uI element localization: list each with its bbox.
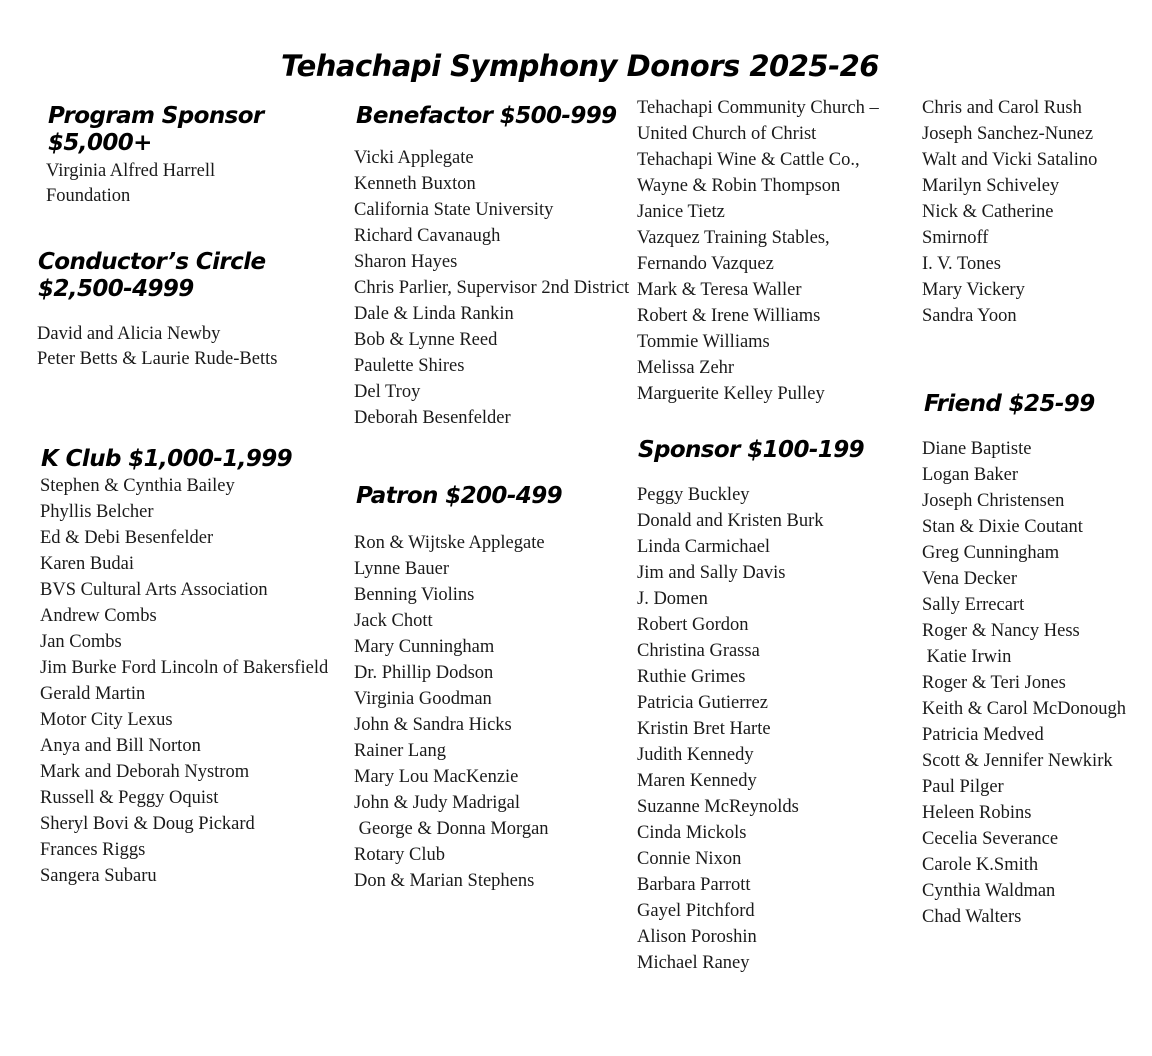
donor-name: Cinda Mickols xyxy=(637,823,747,843)
donor-name: Donald and Kristen Burk xyxy=(637,511,824,531)
donor-name: David and Alicia Newby xyxy=(37,324,221,344)
donor-name: Dr. Phillip Dodson xyxy=(354,663,494,683)
donor-name: California State University xyxy=(354,200,554,220)
donor-name: Janice Tietz xyxy=(637,202,725,222)
donor-name: Walt and Vicki Satalino xyxy=(922,150,1098,170)
donor-name: Tehachapi Wine & Cattle Co., xyxy=(637,150,860,170)
donor-name: Paulette Shires xyxy=(354,356,465,376)
donor-name: Roger & Nancy Hess xyxy=(922,621,1080,641)
donor-name: Gerald Martin xyxy=(40,684,146,704)
donor-name: Katie Irwin xyxy=(922,647,1012,667)
conductors-circle-heading xyxy=(38,249,266,303)
donor-name: Patricia Medved xyxy=(922,725,1044,745)
donor-name: Marguerite Kelley Pulley xyxy=(637,384,825,404)
donor-name: Jim Burke Ford Lincoln of Bakersfield xyxy=(40,658,329,678)
donor-name: George & Donna Morgan xyxy=(354,819,549,839)
conductors-circle-heading-line1: Conductor’s Circle xyxy=(38,249,266,275)
donor-name: Smirnoff xyxy=(922,228,989,248)
donor-name: Sandra Yoon xyxy=(922,306,1017,326)
donor-name: Andrew Combs xyxy=(40,606,157,626)
donor-name: John & Judy Madrigal xyxy=(354,793,520,813)
donor-name: Chris Parlier, Supervisor 2nd District xyxy=(354,278,630,298)
donor-name: Melissa Zehr xyxy=(637,358,735,378)
donor-name: Don & Marian Stephens xyxy=(354,871,535,891)
donor-name: Mary Cunningham xyxy=(354,637,495,657)
program-sponsor-heading xyxy=(48,103,264,157)
donor-name: Logan Baker xyxy=(922,465,1019,485)
donor-name: Jan Combs xyxy=(40,632,122,652)
donor-name: Rainer Lang xyxy=(354,741,446,761)
donor-name: Greg Cunningham xyxy=(922,543,1060,563)
donor-name: Benning Violins xyxy=(354,585,475,605)
program-sponsor-list xyxy=(46,159,215,208)
patron-list xyxy=(354,530,549,894)
benefactor-heading: Benefactor $500-999 xyxy=(356,103,617,129)
donor-name: Marilyn Schiveley xyxy=(922,176,1060,196)
donor-name: Paul Pilger xyxy=(922,777,1004,797)
page-title: Tehachapi Symphony Donors 2025-26 xyxy=(281,49,879,84)
patron-heading: Patron $200-499 xyxy=(356,483,562,509)
donor-name: Anya and Bill Norton xyxy=(40,736,201,756)
donor-name: Bob & Lynne Reed xyxy=(354,330,498,350)
donor-name: Joseph Christensen xyxy=(922,491,1065,511)
donor-name: Peggy Buckley xyxy=(637,485,750,505)
donor-name: Joseph Sanchez-Nunez xyxy=(922,124,1094,144)
program-sponsor-heading-line2: $5,000+ xyxy=(48,130,152,156)
donor-name: Vazquez Training Stables, xyxy=(637,228,830,248)
donor-name: Alison Poroshin xyxy=(637,927,757,947)
donor-name: BVS Cultural Arts Association xyxy=(40,580,268,600)
patron-continued-list xyxy=(637,95,879,407)
donor-name: Maren Kennedy xyxy=(637,771,757,791)
donor-name: Sangera Subaru xyxy=(40,866,157,886)
donor-name: Chad Walters xyxy=(922,907,1022,927)
donor-name: Carole K.Smith xyxy=(922,855,1039,875)
donor-name: Russell & Peggy Oquist xyxy=(40,788,219,808)
donor-name: Sally Errecart xyxy=(922,595,1025,615)
donor-name: Sharon Hayes xyxy=(354,252,458,272)
donor-name: Stan & Dixie Coutant xyxy=(922,517,1083,537)
donor-name: Gayel Pitchford xyxy=(637,901,755,921)
donor-name: Kristin Bret Harte xyxy=(637,719,771,739)
donor-name: Deborah Besenfelder xyxy=(354,408,511,428)
donor-name: Judith Kennedy xyxy=(637,745,754,765)
sponsor-list xyxy=(637,482,824,976)
program-sponsor-heading-line1: Program Sponsor xyxy=(48,103,264,129)
donor-name: Karen Budai xyxy=(40,554,135,574)
donor-name: I. V. Tones xyxy=(922,254,1001,274)
donor-name: Vena Decker xyxy=(922,569,1018,589)
donor-name: Mark & Teresa Waller xyxy=(637,280,802,300)
donor-name: Suzanne McReynolds xyxy=(637,797,799,817)
donor-name: Ron & Wijtske Applegate xyxy=(354,533,545,553)
donor-name: Mary Lou MacKenzie xyxy=(354,767,519,787)
donor-name: Kenneth Buxton xyxy=(354,174,476,194)
donor-name: Dale & Linda Rankin xyxy=(354,304,514,324)
donor-name: Barbara Parrott xyxy=(637,875,751,895)
donor-name: Del Troy xyxy=(354,382,421,402)
conductors-circle-list xyxy=(37,322,277,371)
friend-heading: Friend $25-99 xyxy=(924,391,1095,417)
donor-name: Tommie Williams xyxy=(637,332,770,352)
benefactor-list xyxy=(354,145,629,431)
donor-name: Chris and Carol Rush xyxy=(922,98,1082,118)
donor-name: Motor City Lexus xyxy=(40,710,173,730)
donor-name: Fernando Vazquez xyxy=(637,254,774,274)
donor-name: Peter Betts & Laurie Rude-Betts xyxy=(37,348,278,369)
donor-name: Cynthia Waldman xyxy=(922,881,1056,901)
donor-name: Lynne Bauer xyxy=(354,559,450,579)
donor-name: Roger & Teri Jones xyxy=(922,673,1066,693)
donor-name: Keith & Carol McDonough xyxy=(922,699,1126,719)
donor-name: Diane Baptiste xyxy=(922,439,1032,459)
donor-name: Mary Vickery xyxy=(922,280,1025,300)
donor-name: Frances Riggs xyxy=(40,840,146,860)
donor-name: Wayne & Robin Thompson xyxy=(637,176,841,196)
donor-name: Jim and Sally Davis xyxy=(637,563,786,583)
donor-name: Nick & Catherine xyxy=(922,202,1054,222)
donor-name: Stephen & Cynthia Bailey xyxy=(40,476,235,496)
donor-name: Patricia Gutierrez xyxy=(637,693,768,713)
donor-name: John & Sandra Hicks xyxy=(354,715,512,735)
donor-name: Richard Cavanaugh xyxy=(354,226,501,246)
donor-name: Foundation xyxy=(46,185,131,206)
donor-name: Christina Grassa xyxy=(637,641,760,661)
donor-name: Ruthie Grimes xyxy=(637,667,746,687)
donor-name: Virginia Alfred Harrell xyxy=(46,161,216,181)
donor-name: J. Domen xyxy=(637,589,708,609)
donor-name: Michael Raney xyxy=(637,953,750,973)
donor-name: Rotary Club xyxy=(354,845,445,865)
sponsor-heading: Sponsor $100-199 xyxy=(638,437,865,463)
donor-name: Connie Nixon xyxy=(637,849,742,869)
donor-name: Robert & Irene Williams xyxy=(637,306,821,326)
k-club-heading: K Club $1,000-1,999 xyxy=(41,446,293,472)
sponsor-continued-list xyxy=(922,95,1097,329)
friend-list xyxy=(922,436,1126,930)
donor-name: Sheryl Bovi & Doug Pickard xyxy=(40,814,255,834)
donor-name: Heleen Robins xyxy=(922,803,1032,823)
donor-name: Vicki Applegate xyxy=(354,148,474,168)
donor-name: United Church of Christ xyxy=(637,124,817,144)
donor-name: Phyllis Belcher xyxy=(40,502,154,522)
donor-name: Ed & Debi Besenfelder xyxy=(40,528,214,548)
donor-name: Cecelia Severance xyxy=(922,829,1059,849)
donor-name: Virginia Goodman xyxy=(354,689,492,709)
donor-name: Jack Chott xyxy=(354,611,433,631)
donor-name: Mark and Deborah Nystrom xyxy=(40,762,250,782)
k-club-list xyxy=(40,473,328,889)
donor-name: Linda Carmichael xyxy=(637,537,771,557)
conductors-circle-heading-line2: $2,500-4999 xyxy=(38,276,194,302)
donor-name: Scott & Jennifer Newkirk xyxy=(922,751,1113,771)
donor-name: Robert Gordon xyxy=(637,615,749,635)
donor-name: Tehachapi Community Church – xyxy=(637,98,879,118)
